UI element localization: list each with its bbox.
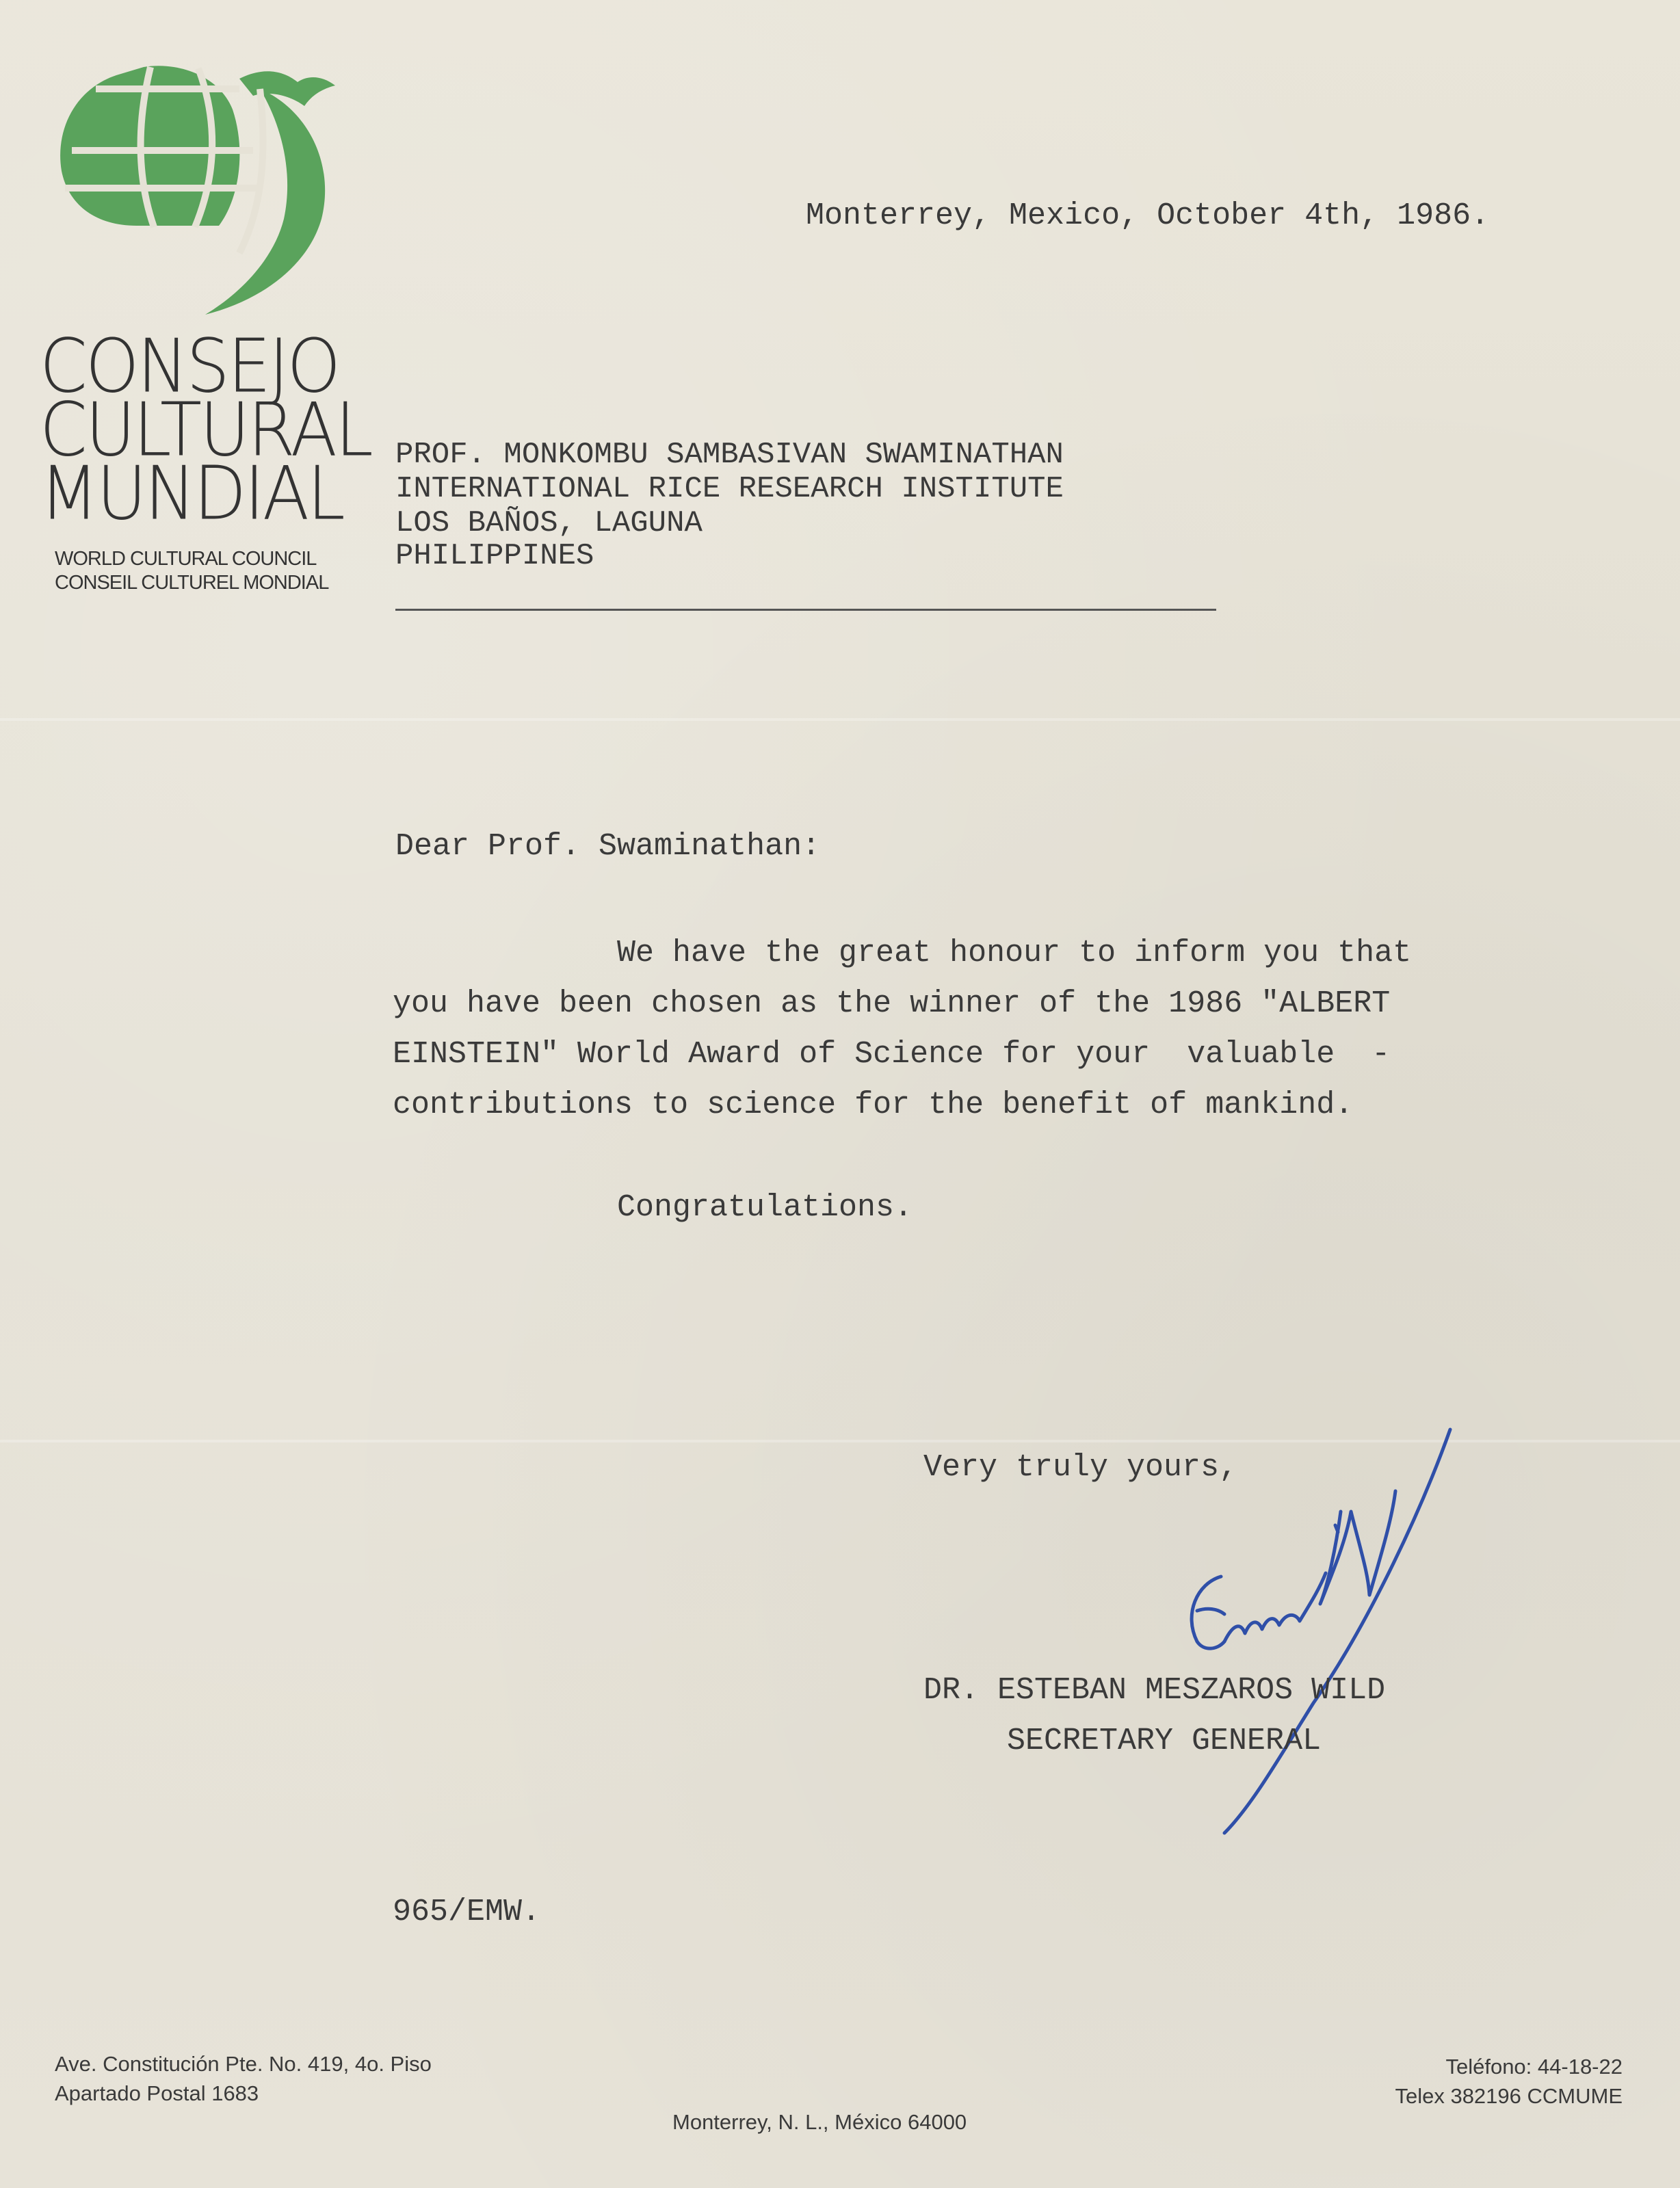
footer-address-line-2: Apartado Postal 1683 <box>55 2081 259 2105</box>
reference-code: 965/EMW. <box>393 1895 541 1929</box>
footer-city: Monterrey, N. L., México 64000 <box>672 2110 967 2134</box>
paper-fold <box>0 718 1680 721</box>
body-line-4: contributions to science for the benefit of mankind. <box>393 1088 1354 1122</box>
body-line-1: We have the great honour to inform you that <box>617 936 1412 971</box>
footer-phone: Teléfono: 44-18-22 <box>1445 2055 1623 2079</box>
logo-word-cultural: CULTURAL <box>40 386 371 473</box>
footer-address-line-1: Ave. Constitución Pte. No. 419, 4o. Piso <box>55 2052 432 2076</box>
letterhead-logo <box>34 48 376 609</box>
recipient-line-4: PHILIPPINES <box>395 539 594 573</box>
logo-word-consejo: CONSEJO <box>40 323 339 410</box>
congratulations-line: Congratulations. <box>617 1190 913 1225</box>
handwritten-signature <box>1156 1416 1471 1854</box>
date-line: Monterrey, Mexico, October 4th, 1986. <box>806 198 1490 233</box>
closing-line: Very truly yours, <box>923 1450 1238 1485</box>
address-underline <box>395 609 1216 611</box>
recipient-line-1: PROF. MONKOMBU SAMBASIVAN SWAMINATHAN <box>395 438 1064 472</box>
logo-word-mundial: MUNDIAL <box>40 450 343 537</box>
recipient-line-2: INTERNATIONAL RICE RESEARCH INSTITUTE <box>395 472 1064 506</box>
recipient-line-3: LOS BAÑOS, LAGUNA <box>395 506 703 540</box>
signatory-name: DR. ESTEBAN MESZAROS WILD <box>923 1673 1386 1708</box>
logo-english-name: WORLD CULTURAL COUNCIL <box>55 548 317 570</box>
logo-french-name: CONSEIL CULTUREL MONDIAL <box>55 572 329 594</box>
footer-telex: Telex 382196 CCMUME <box>1395 2084 1623 2108</box>
signatory-title: SECRETARY GENERAL <box>1007 1724 1322 1758</box>
body-line-2: you have been chosen as the winner of the 1986 "ALBERT <box>393 986 1391 1021</box>
body-line-3: EINSTEIN" World Award of Science for your valuable - <box>393 1037 1391 1072</box>
salutation: Dear Prof. Swaminathan: <box>395 829 821 864</box>
globe-dove-icon <box>34 48 376 335</box>
